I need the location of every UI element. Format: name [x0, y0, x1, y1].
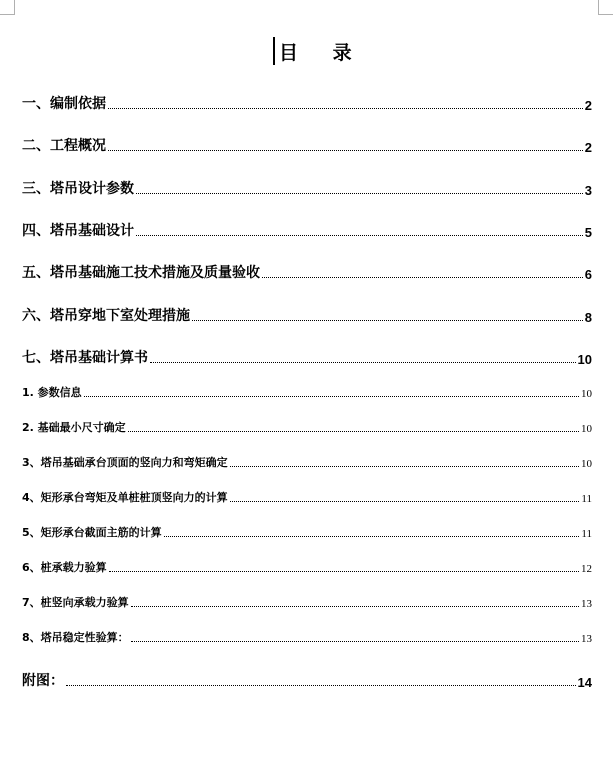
- toc-entry-label: 四、塔吊基础设计: [22, 223, 134, 239]
- dot-leader: [66, 685, 576, 686]
- toc-entry-page: 10: [577, 352, 592, 367]
- toc-subentry[interactable]: [22, 594, 592, 610]
- toc-entry-page: 11: [581, 528, 592, 540]
- toc-entry-page: 8: [584, 310, 592, 325]
- toc-entry-label: 1. 参数信息: [22, 386, 82, 399]
- toc-entry-page: 13: [581, 598, 592, 610]
- dot-leader: [150, 362, 576, 363]
- dot-leader: [108, 108, 583, 109]
- dot-leader: [109, 571, 579, 572]
- dot-leader: [192, 320, 583, 321]
- dot-leader: [164, 536, 580, 537]
- dot-leader: [136, 235, 583, 236]
- toc-entry-label: 7、桩竖向承载力验算: [22, 596, 129, 609]
- toc-subentry[interactable]: [22, 419, 592, 435]
- toc-entry-label: 6、桩承载力验算: [22, 561, 107, 574]
- toc-entry-label: 三、塔吊设计参数: [22, 181, 134, 197]
- toc-entry-label: 附图：: [22, 673, 64, 689]
- toc-entry[interactable]: [22, 93, 592, 113]
- dot-leader: [131, 641, 579, 642]
- toc-entry[interactable]: [22, 262, 592, 282]
- page-corner-mark-left: [0, 0, 15, 15]
- toc-entry-page: 12: [581, 563, 592, 575]
- toc-subentry[interactable]: [22, 559, 592, 575]
- toc-entry-page: 3: [584, 183, 592, 198]
- toc-entry-label: 二、工程概况: [22, 138, 106, 154]
- dot-leader: [136, 193, 583, 194]
- toc-entry-label: 七、塔吊基础计算书: [22, 350, 148, 366]
- toc-entry[interactable]: [22, 347, 592, 367]
- toc-subentry[interactable]: [22, 489, 592, 505]
- toc-entry-page: 5: [584, 225, 592, 240]
- dot-leader: [131, 606, 579, 607]
- toc-entry[interactable]: [22, 178, 592, 198]
- toc-entry-label: 2. 基础最小尺寸确定: [22, 421, 126, 434]
- dot-leader: [84, 396, 579, 397]
- toc-entry-label: 五、塔吊基础施工技术措施及质量验收: [22, 265, 260, 281]
- toc-entry-label: 4、矩形承台弯矩及单桩桩顶竖向力的计算: [22, 491, 228, 504]
- toc-entry-page: 2: [584, 140, 592, 155]
- toc-entry-page: 11: [581, 493, 592, 505]
- toc-entry-label: 3、塔吊基础承台顶面的竖向力和弯矩确定: [22, 456, 228, 469]
- dot-leader: [108, 150, 583, 151]
- toc-entry-page: 13: [581, 633, 592, 645]
- toc-subentry[interactable]: [22, 629, 592, 645]
- toc-subentry[interactable]: [22, 384, 592, 400]
- dot-leader: [128, 431, 579, 432]
- toc-entry-label: 5、矩形承台截面主筋的计算: [22, 526, 162, 539]
- toc-entry-page: 10: [581, 423, 592, 435]
- toc-entry-page: 10: [581, 388, 592, 400]
- toc-entry-page: 2: [584, 98, 592, 113]
- page-corner-mark-right: [598, 0, 613, 15]
- text-cursor: [273, 37, 275, 65]
- toc-title: 目 录: [279, 42, 366, 64]
- toc-entry-page: 10: [581, 458, 592, 470]
- toc-entry-label: 8、塔吊稳定性验算：: [22, 631, 129, 644]
- dot-leader: [230, 501, 580, 502]
- toc-subentry[interactable]: [22, 524, 592, 540]
- dot-leader: [262, 277, 583, 278]
- toc-entry-label: 六、塔吊穿地下室处理措施: [22, 308, 190, 324]
- toc-entry[interactable]: [22, 135, 592, 155]
- toc-subentry[interactable]: [22, 454, 592, 470]
- toc-entry[interactable]: [22, 305, 592, 325]
- toc-entry-label: 一、编制依据: [22, 96, 106, 112]
- toc-entry[interactable]: [22, 670, 592, 690]
- toc-entry-page: 14: [577, 675, 592, 690]
- toc-entry[interactable]: [22, 220, 592, 240]
- toc-entry-page: 6: [584, 267, 592, 282]
- dot-leader: [230, 466, 579, 467]
